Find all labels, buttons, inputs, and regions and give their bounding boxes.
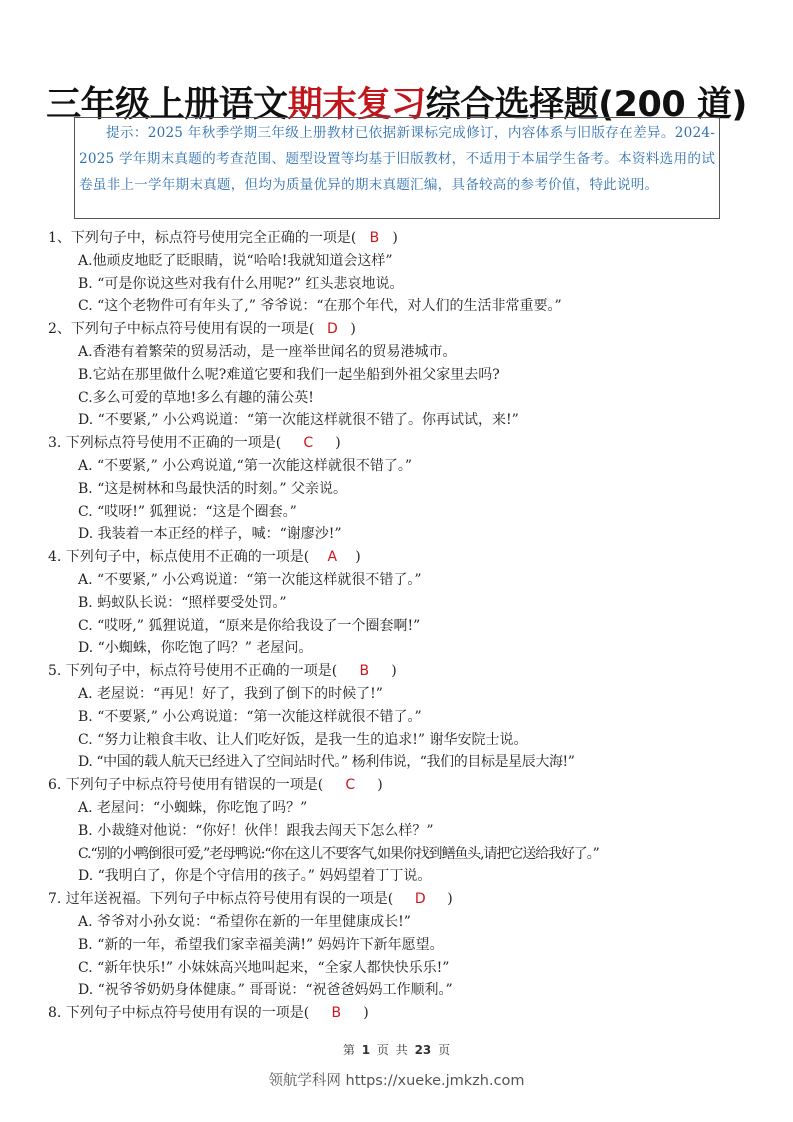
question-7 xyxy=(48,888,758,1002)
stem-text: 6. 下列句子中标点符号使用有错误的一项是( xyxy=(48,777,324,794)
option-c: C. “努力让粮食丰收、让人们吃好饭，是我一生的追求!” 谢华安院士说。 xyxy=(78,731,528,748)
option-b: B. “新的一年，希望我们家幸福美满!” 妈妈许下新年愿望。 xyxy=(78,936,444,953)
question-2 xyxy=(48,318,758,432)
stem-close: ) xyxy=(447,891,453,908)
stem-text: 8. 下列句子中标点符号使用有误的一项是( xyxy=(48,1005,310,1022)
title-highlight: 期末复习 xyxy=(287,85,426,126)
option-d: D. 我装着一本正经的样子，喊：“谢廖沙!” xyxy=(78,526,342,543)
stem-text: 2、下列句子中标点符号使用有误的一项是( xyxy=(48,321,315,338)
page-suffix: 页 xyxy=(438,1043,451,1057)
option-d: D. “不要紧,” 小公鸡说道：“第一次能这样就很不错了。你再试试，来!” xyxy=(78,412,519,429)
option-c: C.“别的小鸭倒很可爱,”老母鸭说:“你在这儿不要客气,如果你找到鳝鱼头,请把它送给我好了。” xyxy=(78,845,599,862)
title-part-2: 综合选择题(200 道) xyxy=(425,85,747,126)
option-a: A. “不要紧,” 小公鸡说道：“第一次能这样就很不错了。” xyxy=(78,571,422,588)
stem-text: 5. 下列句子中，标点符号使用不正确的一项是( xyxy=(48,663,338,680)
option-c: C.多么可爱的草地!多么有趣的蒲公英! xyxy=(78,389,314,406)
option-d: D. “小蜘蛛，你吃饱了吗？” 老屋问。 xyxy=(78,640,313,657)
page-prefix: 第 xyxy=(342,1043,355,1057)
option-b: B. 蚂蚁队长说：“照样要受处罚。” xyxy=(78,594,287,611)
answer-label: C xyxy=(345,777,356,794)
page-number xyxy=(0,1041,793,1058)
question-stem xyxy=(48,227,758,250)
option-c: C. “这个老物件可有年头了,” 爷爷说：“在那个年代，对人们的生活非常重要。” xyxy=(78,298,562,315)
answer-label: B xyxy=(369,230,380,246)
page-total: 23 xyxy=(414,1043,432,1057)
question-stem xyxy=(48,888,758,911)
question-stem xyxy=(48,774,758,797)
answer-label: C xyxy=(303,435,314,452)
notice-text: 提示：2025 年秋季学期三年级上册教材已依据新课标完成修订，内容体系与旧版存在差异。2024-2025 学年期末真题的考查范围、题型设置等均基于旧版教材，不适用于本届学生备考。本资料选用的试卷虽非上一学年期末真题，但均为质量优异的期末真题汇编，具备较高的参考价值，特此说明。 xyxy=(79,125,715,193)
stem-close: ) xyxy=(350,321,356,338)
option-a: A. 老屋说：“再见！好了，我到了倒下的时候了!” xyxy=(78,685,383,702)
option-b: B. “这是树林和鸟最快活的时刻。” 父亲说。 xyxy=(78,480,347,497)
option-c: C. “哎呀!” 狐狸说：“这是个圈套。” xyxy=(78,503,297,520)
stem-close: ) xyxy=(355,549,361,566)
option-d: D. “中国的载人航天已经进入了空间站时代。” 杨利伟说，“我们的目标是星辰大海!” xyxy=(78,754,575,771)
title-part-1: 三年级上册语文 xyxy=(46,85,288,126)
page-current: 1 xyxy=(361,1043,371,1057)
stem-close: ) xyxy=(377,777,383,794)
option-d: D. “祝爷爷奶奶身体健康。” 哥哥说：“祝爸爸妈妈工作顺利。” xyxy=(78,982,453,999)
answer-label: D xyxy=(414,891,426,908)
option-c: C. “哎呀,” 狐狸说道，“原来是你给我设了一个圈套啊!” xyxy=(78,617,421,634)
question-stem xyxy=(48,546,758,569)
stem-close: ) xyxy=(363,1005,369,1022)
question-1 xyxy=(48,227,758,318)
question-stem xyxy=(48,660,758,683)
option-a: A. “不要紧,” 小公鸡说道,“第一次能这样就很不错了。” xyxy=(78,457,412,474)
option-a: A. 老屋问：“小蜘蛛，你吃饱了吗？” xyxy=(78,799,308,816)
question-5 xyxy=(48,660,758,774)
option-a: A. 爷爷对小孙女说：“希望你在新的一年里健康成长!” xyxy=(78,913,411,930)
stem-close: ) xyxy=(391,663,397,680)
option-b: B. “可是你说这些对我有什么用呢?” 红头悲哀地说。 xyxy=(78,275,404,292)
question-6 xyxy=(48,774,758,888)
question-stem xyxy=(48,432,758,455)
answer-label: B xyxy=(331,1005,342,1022)
option-d: D. “我明白了，你是个守信用的孩子。” 妈妈望着丁丁说。 xyxy=(78,868,432,885)
option-b: B.它站在那里做什么呢?难道它要和我们一起坐船到外祖父家里去吗? xyxy=(78,366,500,383)
question-stem xyxy=(48,318,758,341)
question-list xyxy=(48,227,758,1025)
page-middle: 页 共 xyxy=(376,1043,408,1057)
stem-close: ) xyxy=(392,230,398,246)
notice-box xyxy=(74,117,720,219)
option-b: B. 小裁缝对他说：“你好！伙伴！跟我去闯天下怎么样？” xyxy=(78,822,434,839)
question-stem xyxy=(48,1002,758,1025)
stem-close: ) xyxy=(335,435,341,452)
stem-text: 1、下列句子中，标点符号使用完全正确的一项是( xyxy=(48,230,357,246)
answer-label: D xyxy=(326,321,338,338)
question-3 xyxy=(48,432,758,546)
answer-label: B xyxy=(359,663,370,680)
stem-text: 3. 下列标点符号使用不正确的一项是( xyxy=(48,435,282,452)
question-4 xyxy=(48,546,758,660)
answer-label: A xyxy=(327,549,338,566)
option-c: C. “新年快乐!” 小妹妹高兴地叫起来，“全家人都快快乐乐!” xyxy=(78,959,450,976)
question-8 xyxy=(48,1002,758,1025)
option-a: A.他顽皮地眨了眨眼睛，说“哈哈!我就知道会这样” xyxy=(78,252,393,269)
option-b: B. “不要紧,” 小公鸡说道：“第一次能这样就很不错了。” xyxy=(78,708,422,725)
stem-text: 4. 下列句子中，标点使用不正确的一项是( xyxy=(48,549,310,566)
option-a: A.香港有着繁荣的贸易活动，是一座举世闻名的贸易港城市。 xyxy=(78,343,457,360)
footer-site-link[interactable]: 领航学科网 https://xueke.jmkzh.com xyxy=(268,1073,525,1089)
stem-text: 7. 过年送祝福。下列句子中标点符号使用有误的一项是( xyxy=(48,891,394,908)
